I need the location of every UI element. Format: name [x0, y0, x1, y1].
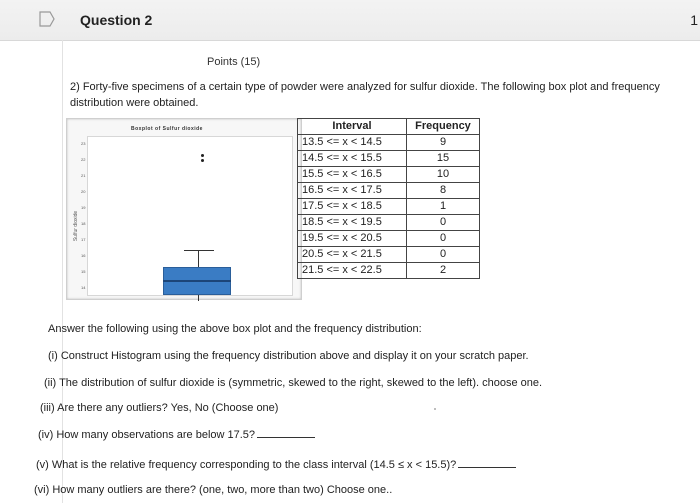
question-number: 1	[690, 12, 698, 28]
frequency-cell: 2	[407, 263, 480, 279]
frequency-cell: 1	[407, 199, 480, 215]
outlier-point	[201, 154, 204, 157]
interval-cell: 14.5 <= x < 15.5	[298, 151, 407, 167]
boxplot-tick: 22	[81, 157, 86, 162]
boxplot-median	[163, 280, 231, 282]
interval-cell: 13.5 <= x < 14.5	[298, 135, 407, 151]
table-row	[298, 183, 480, 199]
table-row	[298, 263, 480, 279]
frequency-cell: 0	[407, 247, 480, 263]
boxplot-tick: 14	[81, 285, 86, 290]
interval-cell: 20.5 <= x < 21.5	[298, 247, 407, 263]
table-header-frequency: Frequency	[407, 119, 480, 135]
boxplot-image	[66, 118, 302, 300]
question-iv	[38, 428, 315, 441]
frequency-cell: 9	[407, 135, 480, 151]
interval-cell: 19.5 <= x < 20.5	[298, 231, 407, 247]
boxplot-tick: 19	[81, 205, 86, 210]
question-iii: (iii) Are there any outliers? Yes, No (Choose one)	[40, 402, 279, 414]
boxplot-area	[87, 136, 293, 296]
boxplot-tick: 15	[81, 269, 86, 274]
question-i: (i) Construct Histogram using the frequency distribution above and display it on your scratch paper.	[48, 350, 529, 362]
interval-cell: 21.5 <= x < 22.5	[298, 263, 407, 279]
frequency-cell: 0	[407, 215, 480, 231]
points-label: Points (15)	[207, 56, 261, 68]
frequency-cell: 10	[407, 167, 480, 183]
instructions: Answer the following using the above box plot and the frequency distribution:	[48, 323, 422, 335]
answer-blank-iv[interactable]	[257, 428, 315, 438]
outlier-point	[201, 159, 204, 162]
boxplot-tick: 17	[81, 237, 86, 242]
question-v	[36, 458, 516, 471]
answer-blank-v[interactable]	[458, 458, 516, 468]
table-row	[298, 151, 480, 167]
whisker-cap	[184, 250, 214, 251]
table-row	[298, 167, 480, 183]
flag-icon[interactable]	[38, 11, 56, 27]
cursor-dot	[434, 408, 436, 410]
boxplot-tick: 16	[81, 253, 86, 258]
interval-cell: 15.5 <= x < 16.5	[298, 167, 407, 183]
question-ii: (ii) The distribution of sulfur dioxide is (symmetric, skewed to the right, skewed to the left). choose one.	[44, 377, 543, 389]
frequency-table	[297, 118, 480, 279]
table-row	[298, 247, 480, 263]
boxplot-ylabel: Sulfur dioxide	[73, 210, 80, 242]
question-vi: (vi) How many outliers are there? (one, two, more than two) Choose one..	[34, 484, 393, 496]
table-header-interval: Interval	[298, 119, 407, 135]
table-row	[298, 199, 480, 215]
boxplot-title: Boxplot of Sulfur dioxide	[131, 126, 203, 132]
table-row	[298, 231, 480, 247]
problem-statement: 2) Forty-five specimens of a certain type of powder were analyzed for sulfur dioxide. The following box plot and frequency distribution were obtained.	[70, 81, 660, 109]
interval-cell: 16.5 <= x < 17.5	[298, 183, 407, 199]
table-row	[298, 215, 480, 231]
boxplot-tick: 23	[81, 141, 86, 146]
boxplot-tick: 21	[81, 173, 86, 178]
interval-cell: 17.5 <= x < 18.5	[298, 199, 407, 215]
boxplot-tick: 18	[81, 221, 86, 226]
frequency-cell: 0	[407, 231, 480, 247]
boxplot-tick: 20	[81, 189, 86, 194]
question-header	[0, 0, 700, 41]
question-iv-text: (iv) How many observations are below 17.5?	[38, 429, 256, 441]
table-row	[298, 135, 480, 151]
question-title: Question 2	[80, 12, 153, 28]
frequency-cell: 8	[407, 183, 480, 199]
interval-cell: 18.5 <= x < 19.5	[298, 215, 407, 231]
frequency-cell: 15	[407, 151, 480, 167]
question-v-text: (v) What is the relative frequency corresponding to the class interval (14.5 ≤ x < 15.5)?	[36, 459, 457, 471]
